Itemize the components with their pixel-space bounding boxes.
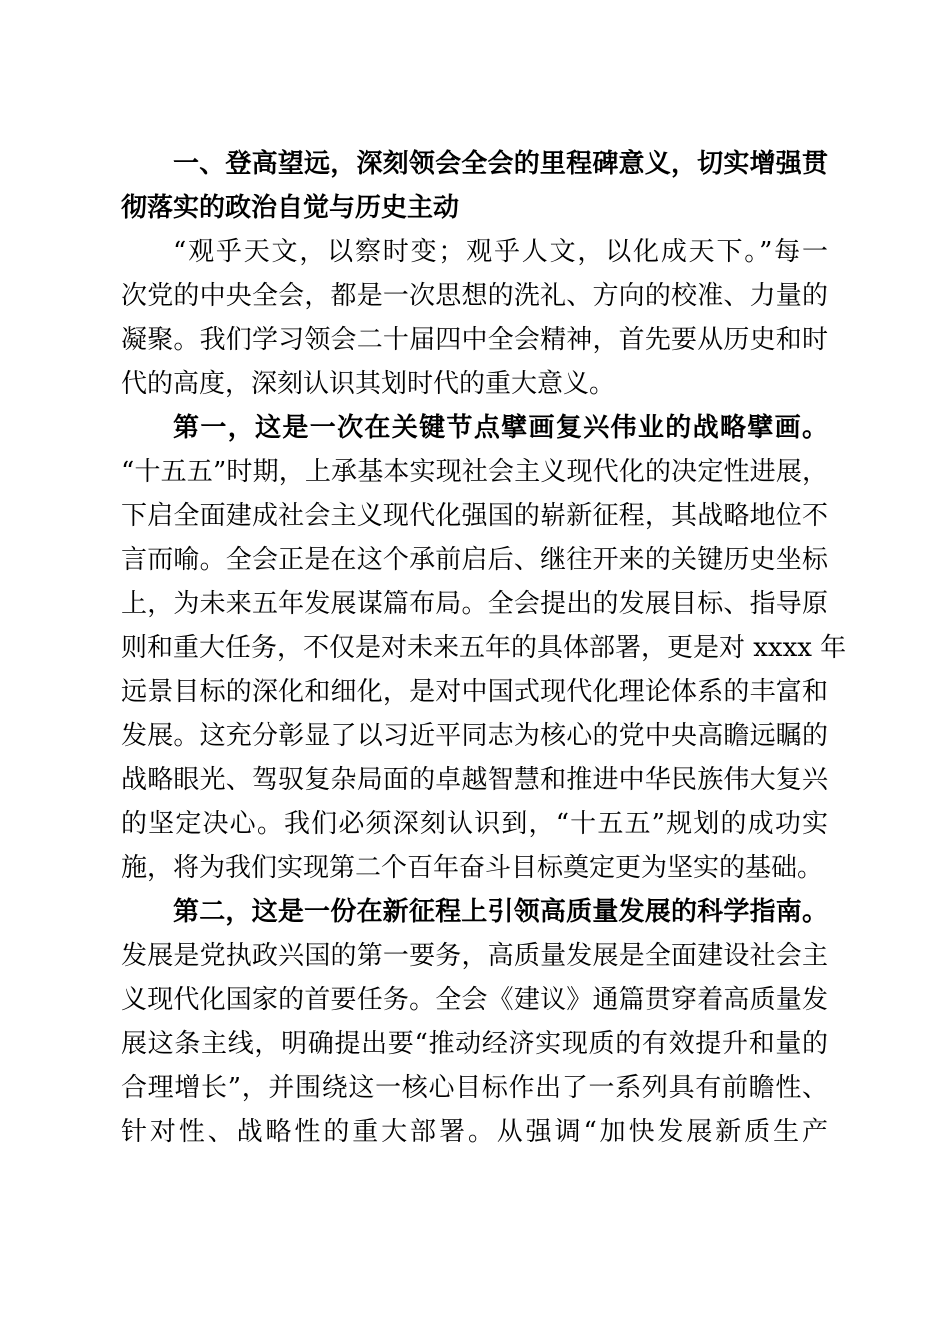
paragraph-line: 下启全面建成社会主义现代化强国的崭新征程，其战略地位不 [121,501,828,531]
paragraph-line: 远景目标的深化和细化，是对中国式现代化理论体系的丰富和 [121,677,828,707]
paragraph-line: “十五五”时期，上承基本实现社会主义现代化的决定性进展， [121,457,828,487]
paragraph-line: 的坚定决心。我们必须深刻认识到，“十五五”规划的成功实 [121,809,828,839]
paragraph-line: 义现代化国家的首要任务。全会《建议》通篇贯穿着高质量发 [121,985,828,1015]
paragraph-line: 发展。这充分彰显了以习近平同志为核心的党中央高瞻远瞩的 [121,721,828,751]
paragraph-line: 上，为未来五年发展谋篇布局。全会提出的发展目标、指导原 [121,589,828,619]
paragraph-line: 凝聚。我们学习领会二十届四中全会精神，首先要从历史和时 [121,325,828,355]
paragraph-line: 施，将为我们实现第二个百年奋斗目标奠定更为坚实的基础。 [121,853,824,883]
paragraph-line: 次党的中央全会，都是一次思想的洗礼、方向的校准、力量的 [121,281,828,311]
paragraph-line: 展这条主线，明确提出要“推动经济实现质的有效提升和量的 [121,1029,828,1059]
paragraph-line: 发展是党执政兴国的第一要务，高质量发展是全面建设社会主 [121,941,828,971]
paragraph-line: 言而喻。全会正是在这个承前启后、继往开来的关键历史坐标 [121,545,828,575]
paragraph-line: 则和重大任务，不仅是对未来五年的具体部署，更是对 xxxx 年 [121,633,847,663]
paragraph-line: 代的高度，深刻认识其划时代的重大意义。 [121,369,616,399]
paragraph-line: 针对性、战略性的重大部署。从强调“加快发展新质生产 [121,1117,828,1147]
paragraph-line: 合理增长”，并围绕这一核心目标作出了一系列具有前瞻性、 [121,1073,828,1103]
paragraph-point-two [121,890,828,1154]
paragraph-line: 战略眼光、驾驭复杂局面的卓越智慧和推进中华民族伟大复兴 [121,765,828,795]
section-heading-line-1: 一、登高望远，深刻领会全会的里程碑意义，切实增强贯 [173,149,828,179]
paragraph-line: “观乎天文，以察时变；观乎人文，以化成天下。”每一 [173,237,828,267]
section-heading-line-2: 彻落实的政治自觉与历史主动 [121,193,460,223]
paragraph-intro [121,230,828,406]
paragraph-point-one [121,406,847,890]
paragraph-lead-line: 第一，这是一次在关键节点擘画复兴伟业的战略擘画。 [173,413,828,443]
paragraph-lead-line: 第二，这是一份在新征程上引领高质量发展的科学指南。 [173,897,828,927]
